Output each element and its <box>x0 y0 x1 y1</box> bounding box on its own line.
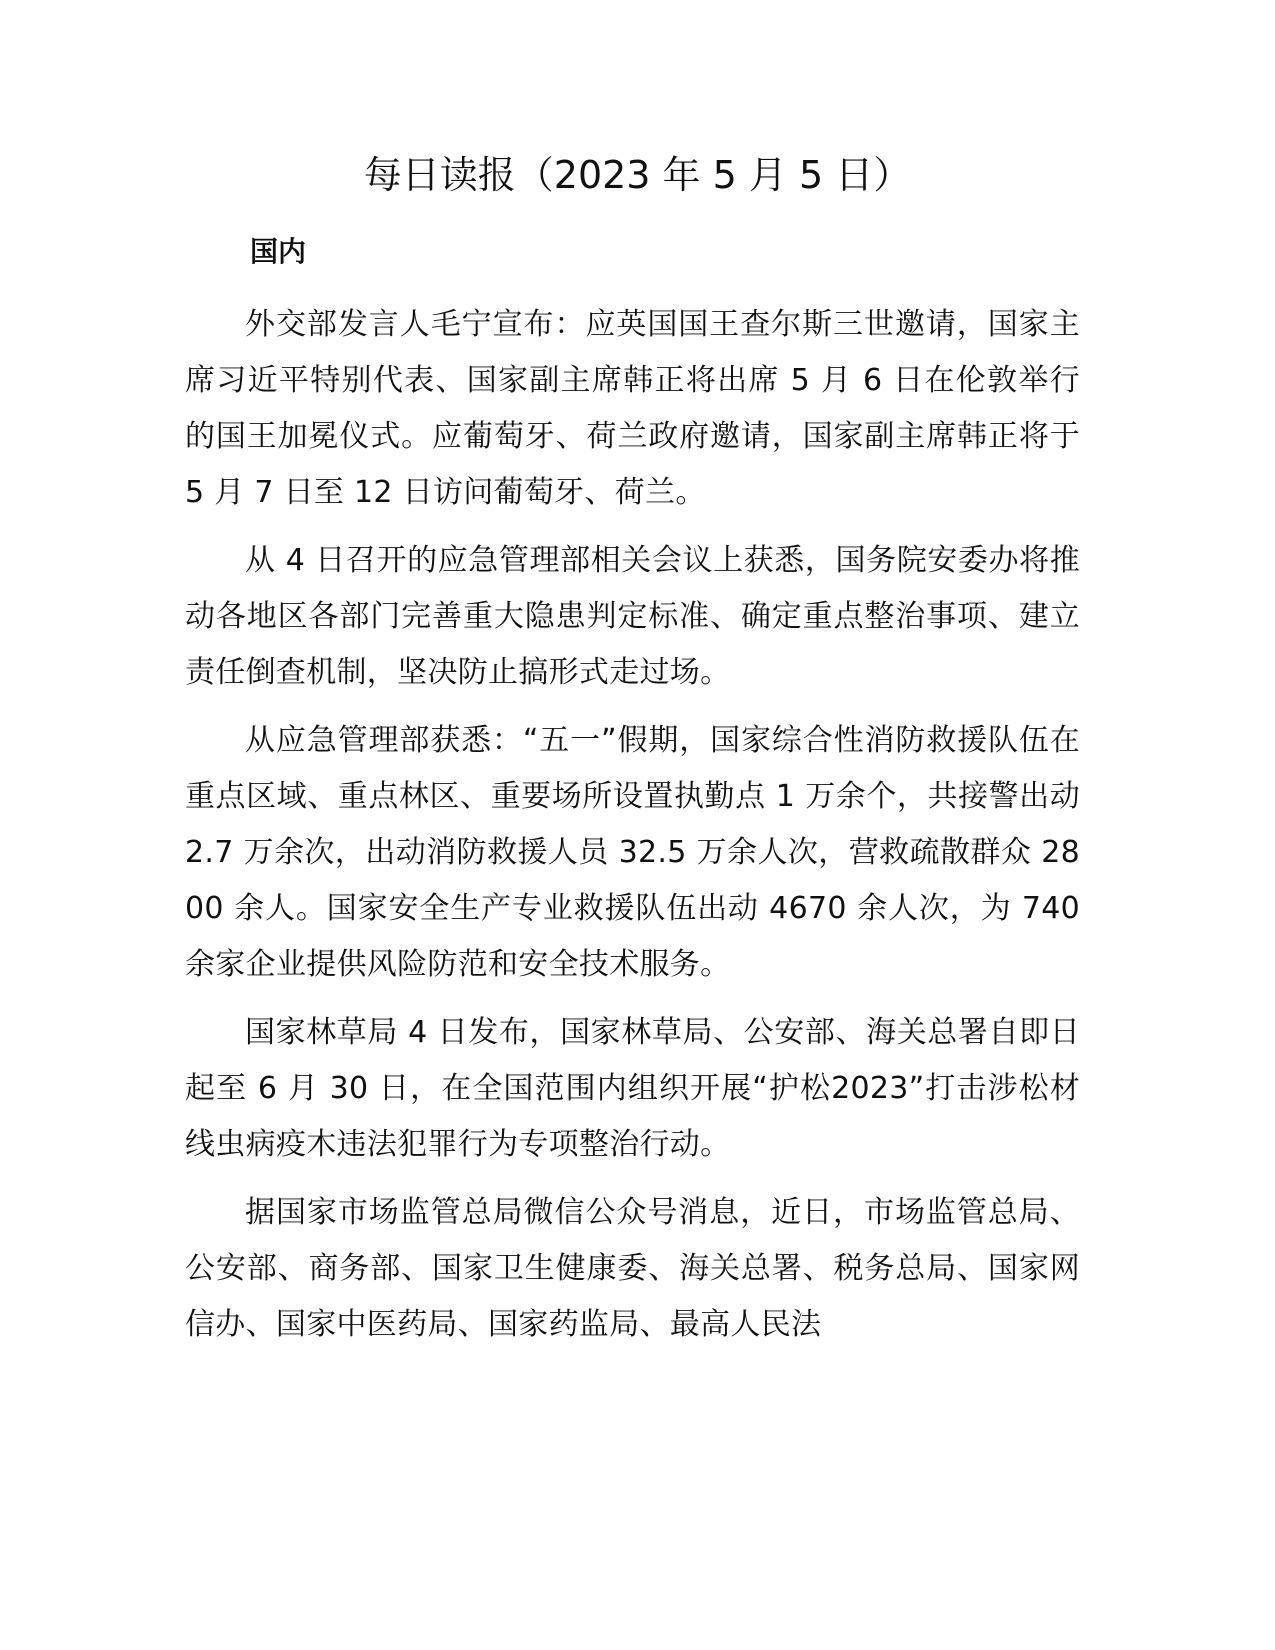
paragraph-1: 外交部发言人毛宁宣布：应英国国王查尔斯三世邀请，国家主席习近平特别代表、国家副主席韩正将出席 5 月 6 日在伦敦举行的国王加冕仪式。应葡萄牙、荷兰政府邀请，国家副主席韩正将于 5 月 7 日至 12 日访问葡萄牙、荷兰。 <box>185 307 1080 510</box>
paragraph-4: 国家林草局 4 日发布，国家林草局、公安部、海关总署自即日起至 6 月 30 日，在全国范围内组织开展“护松2023”打击涉松材线虫病疫木违法犯罪行为专项整治行动。 <box>185 1015 1080 1162</box>
paragraph-3: 从应急管理部获悉：“五一”假期，国家综合性消防救援队伍在重点区域、重点林区、重要场所设置执勤点 1 万余个，共接警出动 2.7 万余次，出动消防救援人员 32.5 万余人次，营救疏散群众 2800 余人。国家安全生产专业救援队伍出动 4670 余人次，为 740 余家企业提供风险防范和安全技术服务。 <box>185 723 1080 982</box>
page-title: 每日读报（2023 年 5 月 5 日） <box>363 153 912 197</box>
section-heading: 国内 <box>250 235 307 268</box>
paragraph-2: 从 4 日召开的应急管理部相关会议上获悉，国务院安委办将推动各地区各部门完善重大隐患判定标准、确定重点整治事项、建立责任倒查机制，坚决防止搞形式走过场。 <box>185 543 1080 690</box>
paragraph-5: 据国家市场监管总局微信公众号消息，近日，市场监管总局、公安部、商务部、国家卫生健康委、海关总署、税务总局、国家网信办、国家中医药局、国家药监局、最高人民法 <box>185 1195 1080 1342</box>
article-body <box>185 297 1080 1365</box>
